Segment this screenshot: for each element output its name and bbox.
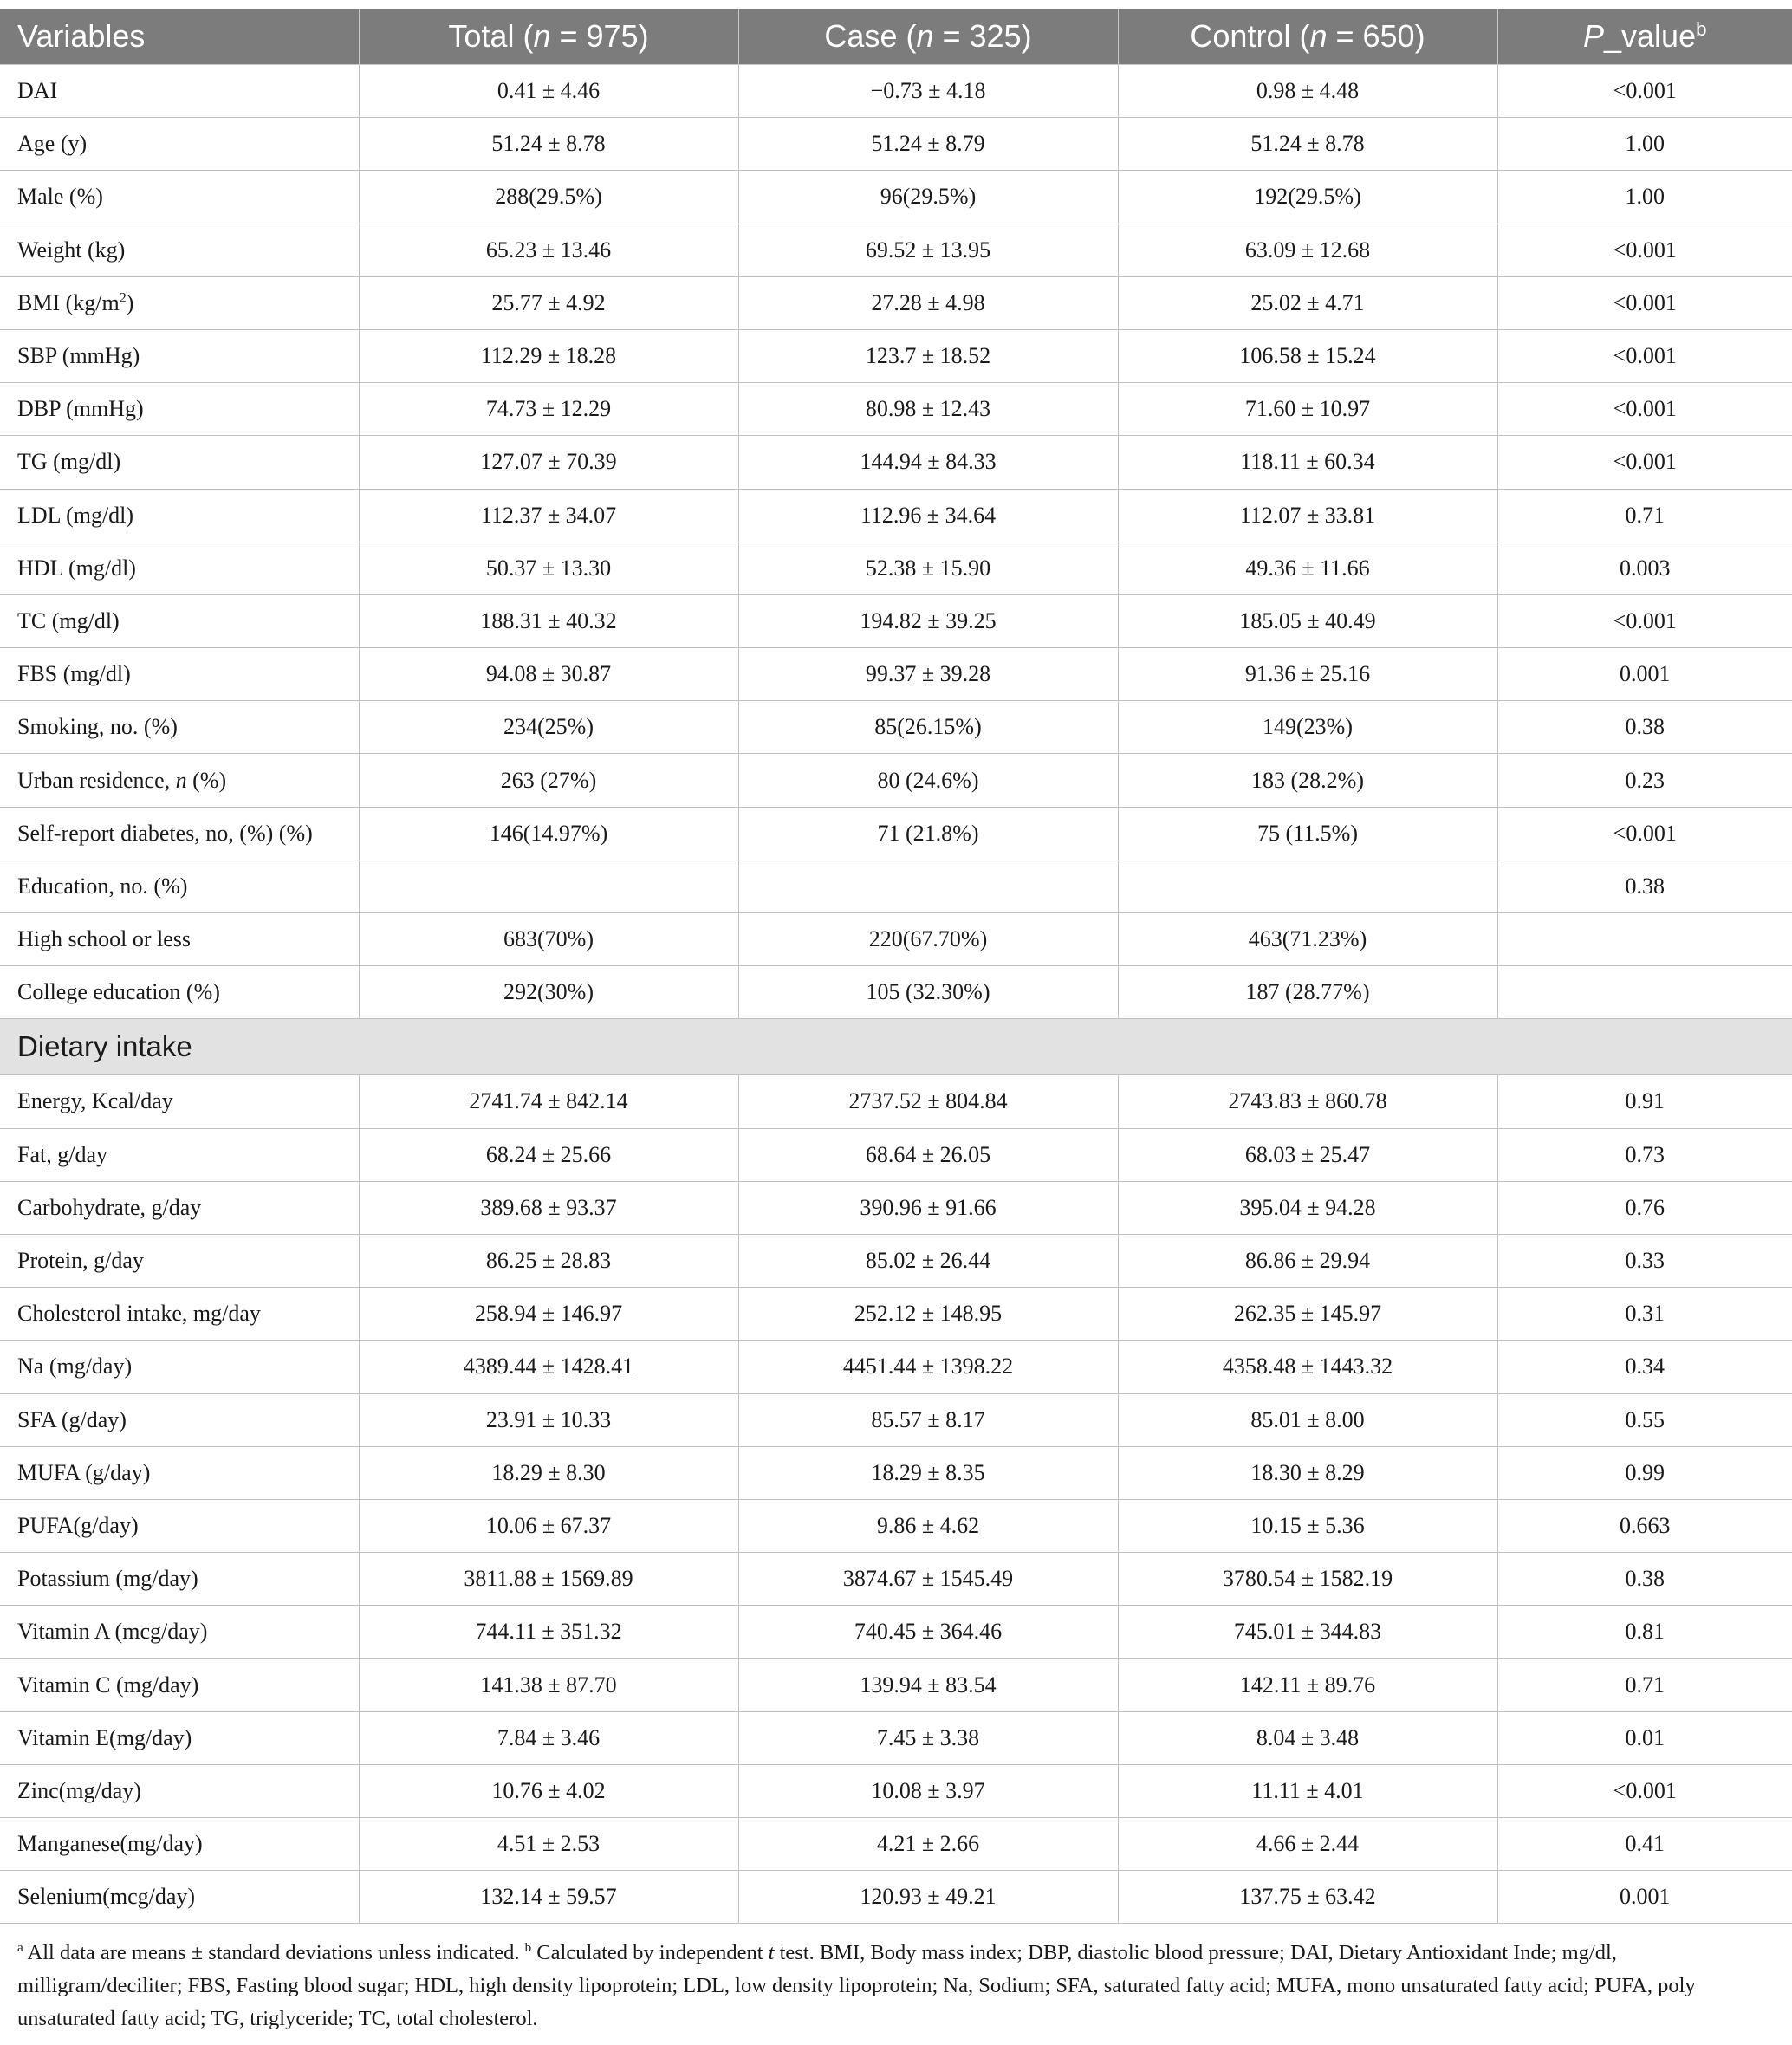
cell-control: 745.01 ± 344.83 xyxy=(1118,1606,1497,1659)
row-label-text: Carbohydrate, g/day xyxy=(17,1194,202,1220)
cell-total: 10.76 ± 4.02 xyxy=(359,1764,738,1817)
cell-total: 234(25%) xyxy=(359,701,738,754)
cell-case: 85.57 ± 8.17 xyxy=(738,1393,1118,1446)
row-label-suffix: (%) xyxy=(186,767,227,793)
cell-pvalue: <0.001 xyxy=(1497,436,1792,489)
cell-pvalue: 1.00 xyxy=(1497,171,1792,224)
cell-control xyxy=(1118,860,1497,912)
cell-pvalue: <0.001 xyxy=(1497,224,1792,276)
cell-control: 10.15 ± 5.36 xyxy=(1118,1499,1497,1552)
cell-pvalue: 0.81 xyxy=(1497,1606,1792,1659)
row-label-text: Urban residence, xyxy=(17,767,176,793)
row-label-text: LDL (mg/dl) xyxy=(17,502,134,528)
cell-case: 144.94 ± 84.33 xyxy=(738,436,1118,489)
cell-case: 27.28 ± 4.98 xyxy=(738,276,1118,329)
cell-case: 194.82 ± 39.25 xyxy=(738,594,1118,647)
header-case: Case (n = 325) xyxy=(738,9,1118,65)
cell-pvalue: 0.99 xyxy=(1497,1446,1792,1499)
table-row xyxy=(0,118,1792,171)
cell-total: 25.77 ± 4.92 xyxy=(359,276,738,329)
row-label xyxy=(0,860,359,912)
cell-control: 49.36 ± 11.66 xyxy=(1118,542,1497,594)
baseline-characteristics-table xyxy=(0,9,1792,1924)
cell-total: 132.14 ± 59.57 xyxy=(359,1871,738,1924)
cell-total: 288(29.5%) xyxy=(359,171,738,224)
cell-case: 71 (21.8%) xyxy=(738,807,1118,860)
cell-pvalue: 0.38 xyxy=(1497,1553,1792,1606)
table-footnote: $^a$ All data are means ± standard deviations unless indicated. $^b$ Calculated by independent t test. BMI, Body mass index; DBP, diastolic blood pressure; DAI, Dietary Antioxidant Inde; mg/dl, milligram/deciliter; FBS, Fasting blood sugar; HDL, high density lipoprotein; LDL, low density lipoprotein; Na, Sodium; SFA, saturated fatty acid; MUFA, mono unsaturated fatty acid; PUFA, poly unsaturated fatty acid; TG, triglyceride; TC, total cholesterol. xyxy=(17,1939,1696,2030)
row-label xyxy=(0,1181,359,1234)
table-row xyxy=(0,65,1792,118)
cell-control: 4358.48 ± 1443.32 xyxy=(1118,1341,1497,1393)
cell-pvalue: <0.001 xyxy=(1497,807,1792,860)
row-label-text: Zinc(mg/day) xyxy=(17,1777,141,1803)
cell-control: 68.03 ± 25.47 xyxy=(1118,1128,1497,1181)
row-label-text: Self-report diabetes, no, (%) (%) xyxy=(17,820,313,846)
row-label-text: Vitamin A (mcg/day) xyxy=(17,1619,208,1645)
header-pvalue: P_value$^b$ xyxy=(1497,9,1792,65)
cell-case: 120.93 ± 49.21 xyxy=(738,1871,1118,1924)
cell-pvalue: 0.91 xyxy=(1497,1075,1792,1128)
cell-pvalue: 0.01 xyxy=(1497,1711,1792,1764)
row-label-text: College education (%) xyxy=(17,979,220,1005)
row-label-text: FBS (mg/dl) xyxy=(17,661,131,687)
cell-control: 91.36 ± 25.16 xyxy=(1118,648,1497,701)
cell-total xyxy=(359,860,738,912)
table-row xyxy=(0,1818,1792,1871)
row-label-text: SFA (g/day) xyxy=(17,1406,127,1432)
cell-control: 118.11 ± 60.34 xyxy=(1118,436,1497,489)
cell-control: 63.09 ± 12.68 xyxy=(1118,224,1497,276)
row-label-superscript: 2 xyxy=(119,290,127,306)
cell-total: 112.37 ± 34.07 xyxy=(359,489,738,542)
row-label xyxy=(0,276,359,329)
cell-control: 71.60 ± 10.97 xyxy=(1118,383,1497,436)
table-row xyxy=(0,383,1792,436)
cell-case: 85.02 ± 26.44 xyxy=(738,1234,1118,1287)
cell-case: 4451.44 ± 1398.22 xyxy=(738,1341,1118,1393)
cell-control: 2743.83 ± 860.78 xyxy=(1118,1075,1497,1128)
cell-total: 7.84 ± 3.46 xyxy=(359,1711,738,1764)
cell-total: 74.73 ± 12.29 xyxy=(359,383,738,436)
cell-control: 18.30 ± 8.29 xyxy=(1118,1446,1497,1499)
table-row xyxy=(0,594,1792,647)
cell-total: 292(30%) xyxy=(359,966,738,1019)
row-label xyxy=(0,171,359,224)
table-row xyxy=(0,648,1792,701)
cell-total: 51.24 ± 8.78 xyxy=(359,118,738,171)
table-row xyxy=(0,860,1792,912)
row-label-text: Protein, g/day xyxy=(17,1248,144,1274)
cell-control: 185.05 ± 40.49 xyxy=(1118,594,1497,647)
table-row xyxy=(0,1711,1792,1764)
cell-case: 85(26.15%) xyxy=(738,701,1118,754)
table-row xyxy=(0,276,1792,329)
cell-case: 18.29 ± 8.35 xyxy=(738,1446,1118,1499)
row-label xyxy=(0,1499,359,1552)
cell-pvalue: <0.001 xyxy=(1497,65,1792,118)
table-row xyxy=(0,1499,1792,1552)
cell-control: 75 (11.5%) xyxy=(1118,807,1497,860)
table-row xyxy=(0,913,1792,966)
row-label xyxy=(0,594,359,647)
table-row xyxy=(0,489,1792,542)
row-label xyxy=(0,648,359,701)
table-row xyxy=(0,1764,1792,1817)
section-row xyxy=(0,1019,1792,1075)
row-label-text: TG (mg/dl) xyxy=(17,449,121,475)
table-row xyxy=(0,1871,1792,1924)
cell-pvalue: 0.663 xyxy=(1497,1499,1792,1552)
cell-control: 149(23%) xyxy=(1118,701,1497,754)
cell-case: 112.96 ± 34.64 xyxy=(738,489,1118,542)
row-label-text: Cholesterol intake, mg/day xyxy=(17,1301,261,1327)
row-label xyxy=(0,701,359,754)
cell-case: 123.7 ± 18.52 xyxy=(738,329,1118,382)
cell-control: 4.66 ± 2.44 xyxy=(1118,1818,1497,1871)
row-label-text: Vitamin E(mg/day) xyxy=(17,1724,192,1750)
cell-control: 0.98 ± 4.48 xyxy=(1118,65,1497,118)
table-row xyxy=(0,1446,1792,1499)
cell-control: 142.11 ± 89.76 xyxy=(1118,1659,1497,1711)
cell-control: 187 (28.77%) xyxy=(1118,966,1497,1019)
cell-pvalue: 0.71 xyxy=(1497,1659,1792,1711)
row-label-italic: n xyxy=(175,767,187,793)
cell-case: 105 (32.30%) xyxy=(738,966,1118,1019)
row-label-text: Smoking, no. (%) xyxy=(17,714,178,740)
row-label xyxy=(0,436,359,489)
row-label-text: Weight (kg) xyxy=(17,237,126,263)
cell-total: 146(14.97%) xyxy=(359,807,738,860)
row-label-text: SBP (mmHg) xyxy=(17,343,140,369)
table-row xyxy=(0,436,1792,489)
row-label-text: Fat, g/day xyxy=(17,1141,107,1167)
table-header-row xyxy=(0,9,1792,65)
table-row xyxy=(0,1181,1792,1234)
cell-case: 52.38 ± 15.90 xyxy=(738,542,1118,594)
row-label xyxy=(0,1128,359,1181)
cell-control: 112.07 ± 33.81 xyxy=(1118,489,1497,542)
cell-total: 258.94 ± 146.97 xyxy=(359,1288,738,1341)
cell-case: 7.45 ± 3.38 xyxy=(738,1711,1118,1764)
table-row xyxy=(0,1288,1792,1341)
cell-total: 389.68 ± 93.37 xyxy=(359,1181,738,1234)
row-label xyxy=(0,1553,359,1606)
cell-case: 96(29.5%) xyxy=(738,171,1118,224)
cell-control: 183 (28.2%) xyxy=(1118,754,1497,807)
row-label xyxy=(0,754,359,807)
row-label-text: PUFA(g/day) xyxy=(17,1512,139,1538)
cell-control: 11.11 ± 4.01 xyxy=(1118,1764,1497,1817)
table-row xyxy=(0,224,1792,276)
row-label xyxy=(0,1393,359,1446)
cell-pvalue: <0.001 xyxy=(1497,383,1792,436)
cell-total: 10.06 ± 67.37 xyxy=(359,1499,738,1552)
cell-total: 4389.44 ± 1428.41 xyxy=(359,1341,738,1393)
cell-pvalue: 0.001 xyxy=(1497,1871,1792,1924)
row-label-text: BMI (kg/m xyxy=(17,289,120,315)
table-row xyxy=(0,1341,1792,1393)
cell-pvalue: <0.001 xyxy=(1497,594,1792,647)
table-row xyxy=(0,1606,1792,1659)
cell-control: 395.04 ± 94.28 xyxy=(1118,1181,1497,1234)
cell-pvalue: <0.001 xyxy=(1497,1764,1792,1817)
row-label xyxy=(0,1288,359,1341)
row-label xyxy=(0,329,359,382)
cell-control: 8.04 ± 3.48 xyxy=(1118,1711,1497,1764)
table-row xyxy=(0,1393,1792,1446)
cell-case: 390.96 ± 91.66 xyxy=(738,1181,1118,1234)
row-label xyxy=(0,1341,359,1393)
cell-pvalue: 0.73 xyxy=(1497,1128,1792,1181)
cell-total: 744.11 ± 351.32 xyxy=(359,1606,738,1659)
row-label xyxy=(0,1446,359,1499)
table-row xyxy=(0,1075,1792,1128)
cell-control: 25.02 ± 4.71 xyxy=(1118,276,1497,329)
cell-pvalue: 0.41 xyxy=(1497,1818,1792,1871)
cell-case xyxy=(738,860,1118,912)
table-body xyxy=(0,65,1792,1924)
row-label xyxy=(0,65,359,118)
cell-total: 141.38 ± 87.70 xyxy=(359,1659,738,1711)
cell-case: 139.94 ± 83.54 xyxy=(738,1659,1118,1711)
row-label xyxy=(0,913,359,966)
row-label xyxy=(0,1606,359,1659)
row-label-text: Education, no. (%) xyxy=(17,873,188,899)
cell-total: 68.24 ± 25.66 xyxy=(359,1128,738,1181)
row-label xyxy=(0,1818,359,1871)
cell-total: 50.37 ± 13.30 xyxy=(359,542,738,594)
row-label-text: Age (y) xyxy=(17,131,88,157)
cell-total: 18.29 ± 8.30 xyxy=(359,1446,738,1499)
cell-control: 3780.54 ± 1582.19 xyxy=(1118,1553,1497,1606)
cell-total: 94.08 ± 30.87 xyxy=(359,648,738,701)
cell-control: 137.75 ± 63.42 xyxy=(1118,1871,1497,1924)
cell-control: 51.24 ± 8.78 xyxy=(1118,118,1497,171)
cell-total: 2741.74 ± 842.14 xyxy=(359,1075,738,1128)
cell-pvalue: 0.34 xyxy=(1497,1341,1792,1393)
row-label-text: DAI xyxy=(17,78,58,104)
row-label xyxy=(0,489,359,542)
cell-pvalue: 1.00 xyxy=(1497,118,1792,171)
cell-total: 263 (27%) xyxy=(359,754,738,807)
cell-control: 86.86 ± 29.94 xyxy=(1118,1234,1497,1287)
cell-pvalue: 0.38 xyxy=(1497,860,1792,912)
header-variables: Variables xyxy=(0,9,359,65)
row-label-suffix: ) xyxy=(126,289,134,315)
row-label xyxy=(0,1711,359,1764)
cell-pvalue: 0.76 xyxy=(1497,1181,1792,1234)
cell-pvalue: <0.001 xyxy=(1497,276,1792,329)
cell-case: 740.45 ± 364.46 xyxy=(738,1606,1118,1659)
table-row xyxy=(0,807,1792,860)
cell-pvalue: 0.001 xyxy=(1497,648,1792,701)
cell-case: 80.98 ± 12.43 xyxy=(738,383,1118,436)
row-label-text: Vitamin C (mg/day) xyxy=(17,1672,199,1698)
row-label xyxy=(0,224,359,276)
cell-total: 188.31 ± 40.32 xyxy=(359,594,738,647)
table-row xyxy=(0,1234,1792,1287)
row-label-text: Manganese(mg/day) xyxy=(17,1831,203,1857)
cell-case: 51.24 ± 8.79 xyxy=(738,118,1118,171)
table-row xyxy=(0,171,1792,224)
row-label xyxy=(0,1075,359,1128)
row-label-text: Energy, Kcal/day xyxy=(17,1088,173,1114)
cell-total: 112.29 ± 18.28 xyxy=(359,329,738,382)
cell-case: 68.64 ± 26.05 xyxy=(738,1128,1118,1181)
cell-case: 9.86 ± 4.62 xyxy=(738,1499,1118,1552)
table-row xyxy=(0,701,1792,754)
cell-pvalue xyxy=(1497,913,1792,966)
cell-pvalue: <0.001 xyxy=(1497,329,1792,382)
cell-pvalue: 0.003 xyxy=(1497,542,1792,594)
cell-case: 2737.52 ± 804.84 xyxy=(738,1075,1118,1128)
cell-pvalue xyxy=(1497,966,1792,1019)
cell-total: 0.41 ± 4.46 xyxy=(359,65,738,118)
table-row xyxy=(0,754,1792,807)
table-row xyxy=(0,1659,1792,1711)
table-row xyxy=(0,329,1792,382)
cell-case: 10.08 ± 3.97 xyxy=(738,1764,1118,1817)
cell-control: 106.58 ± 15.24 xyxy=(1118,329,1497,382)
cell-total: 4.51 ± 2.53 xyxy=(359,1818,738,1871)
row-label xyxy=(0,542,359,594)
section-heading: Dietary intake xyxy=(0,1019,1792,1075)
table-row xyxy=(0,1553,1792,1606)
row-label-text: High school or less xyxy=(17,926,192,952)
cell-case: 4.21 ± 2.66 xyxy=(738,1818,1118,1871)
row-label xyxy=(0,807,359,860)
row-label-text: TC (mg/dl) xyxy=(17,607,120,633)
row-label-text: Potassium (mg/day) xyxy=(17,1566,198,1592)
row-label xyxy=(0,383,359,436)
row-label xyxy=(0,1659,359,1711)
row-label xyxy=(0,118,359,171)
cell-total: 23.91 ± 10.33 xyxy=(359,1393,738,1446)
cell-total: 683(70%) xyxy=(359,913,738,966)
row-label xyxy=(0,966,359,1019)
cell-pvalue: 0.55 xyxy=(1497,1393,1792,1446)
cell-case: 252.12 ± 148.95 xyxy=(738,1288,1118,1341)
cell-control: 262.35 ± 145.97 xyxy=(1118,1288,1497,1341)
cell-pvalue: 0.31 xyxy=(1497,1288,1792,1341)
row-label-text: MUFA (g/day) xyxy=(17,1459,151,1485)
table-row xyxy=(0,966,1792,1019)
table-row xyxy=(0,1128,1792,1181)
row-label-text: HDL (mg/dl) xyxy=(17,555,136,581)
row-label-text: Selenium(mcg/day) xyxy=(17,1884,196,1910)
cell-total: 127.07 ± 70.39 xyxy=(359,436,738,489)
cell-control: 463(71.23%) xyxy=(1118,913,1497,966)
row-label xyxy=(0,1871,359,1924)
cell-pvalue: 0.71 xyxy=(1497,489,1792,542)
row-label xyxy=(0,1234,359,1287)
cell-pvalue: 0.23 xyxy=(1497,754,1792,807)
table-row xyxy=(0,542,1792,594)
cell-case: 80 (24.6%) xyxy=(738,754,1118,807)
header-control: Control (n = 650) xyxy=(1118,9,1497,65)
row-label-text: Na (mg/day) xyxy=(17,1354,133,1380)
cell-case: 220(67.70%) xyxy=(738,913,1118,966)
cell-total: 3811.88 ± 1569.89 xyxy=(359,1553,738,1606)
header-total: Total (n = 975) xyxy=(359,9,738,65)
cell-case: 69.52 ± 13.95 xyxy=(738,224,1118,276)
cell-total: 86.25 ± 28.83 xyxy=(359,1234,738,1287)
cell-case: −0.73 ± 4.18 xyxy=(738,65,1118,118)
row-label xyxy=(0,1764,359,1817)
cell-pvalue: 0.33 xyxy=(1497,1234,1792,1287)
row-label-text: Male (%) xyxy=(17,184,103,210)
cell-pvalue: 0.38 xyxy=(1497,701,1792,754)
cell-case: 3874.67 ± 1545.49 xyxy=(738,1553,1118,1606)
cell-total: 65.23 ± 13.46 xyxy=(359,224,738,276)
cell-control: 192(29.5%) xyxy=(1118,171,1497,224)
cell-case: 99.37 ± 39.28 xyxy=(738,648,1118,701)
cell-control: 85.01 ± 8.00 xyxy=(1118,1393,1497,1446)
row-label-text: DBP (mmHg) xyxy=(17,396,144,422)
